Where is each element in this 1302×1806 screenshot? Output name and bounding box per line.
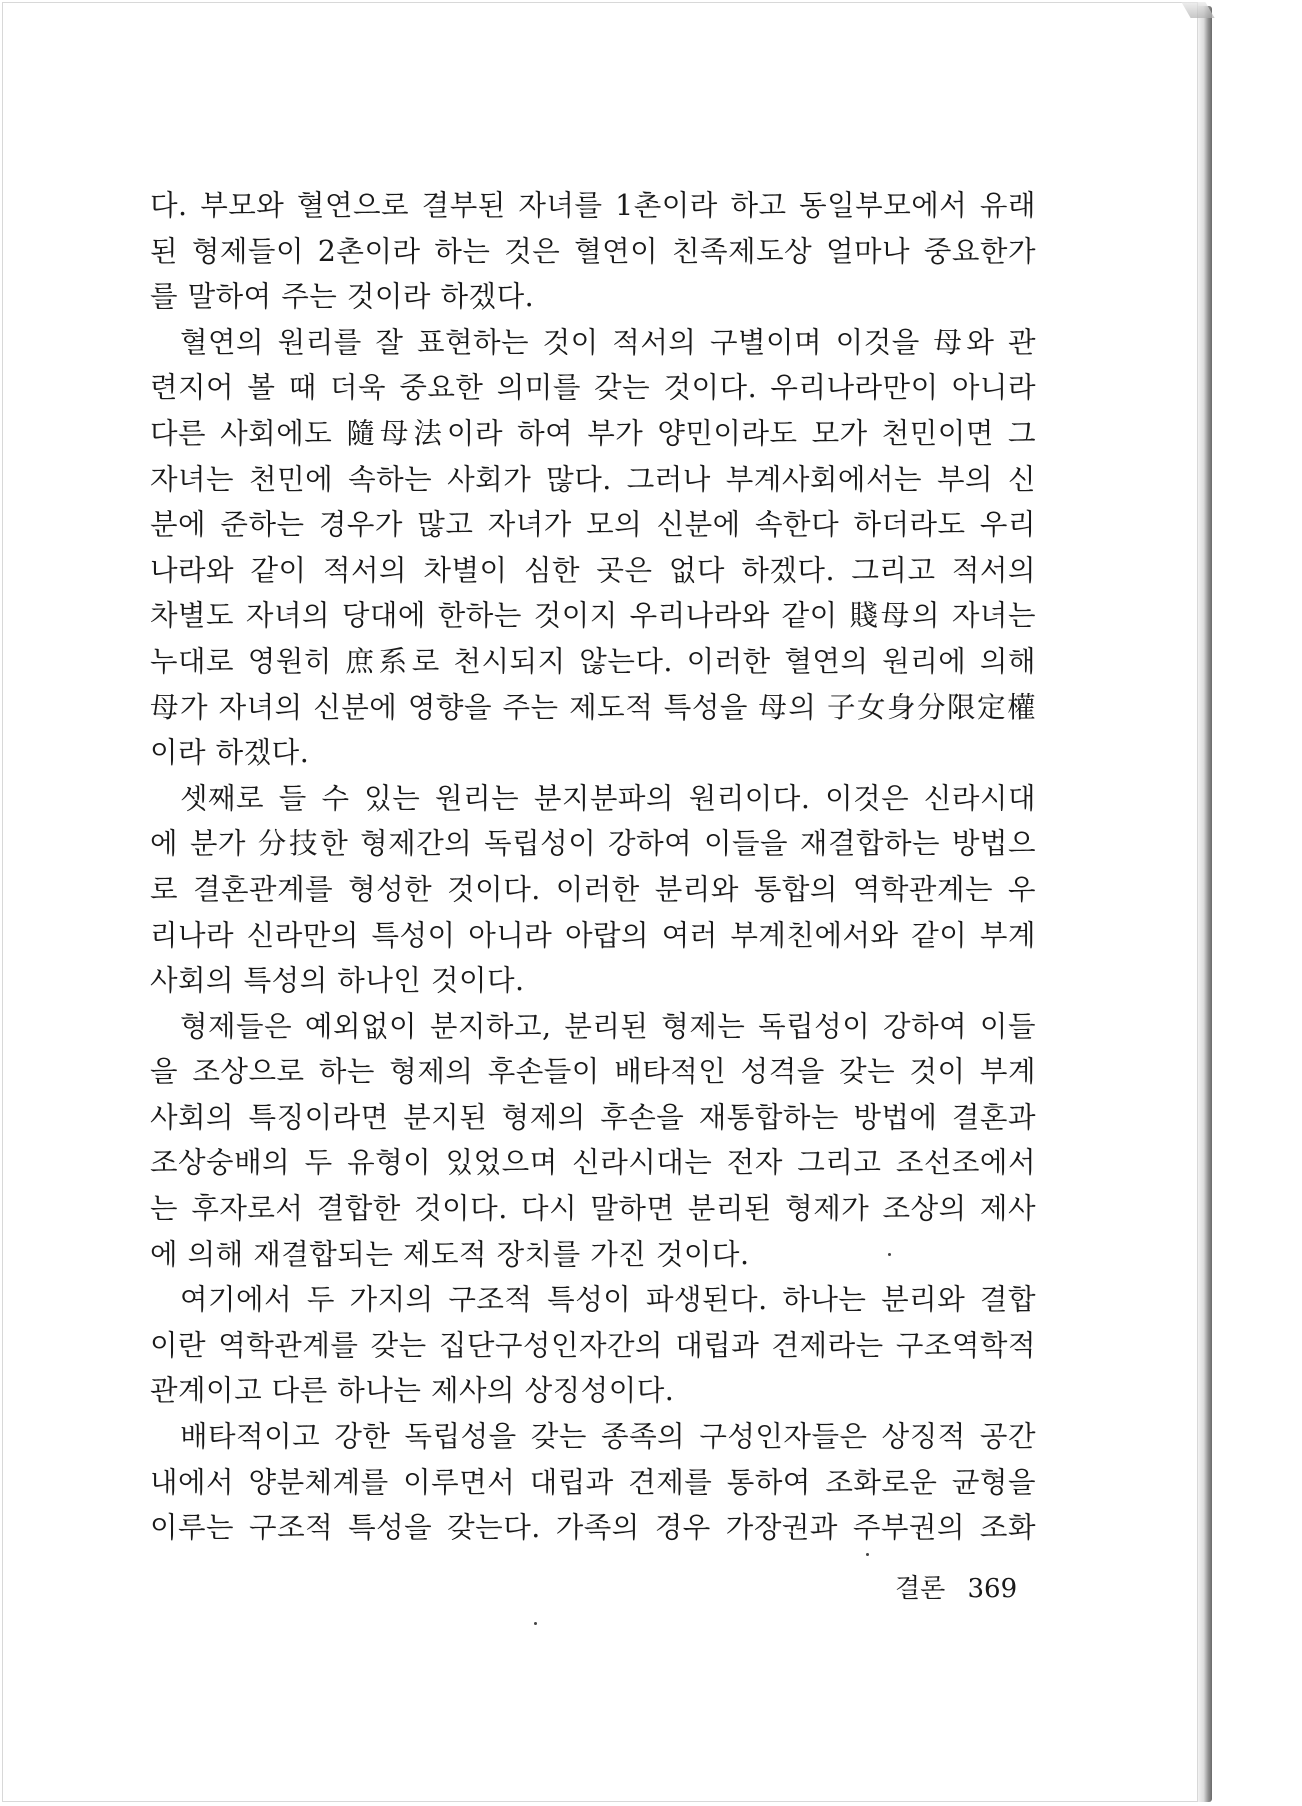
text-line: 에 의해 재결합되는 제도적 장치를 가진 것이다.: [150, 1237, 750, 1271]
text-line: 나라와 같이 적서의 차별이 심한 곳은 없다 하겠다. 그리고 적서의: [150, 553, 1036, 587]
text-line: 를 말하여 주는 것이라 하겠다.: [150, 280, 535, 314]
text-line: 형제들은 예외없이 분지하고, 분리된 형제는 독립성이 강하여 이들: [180, 1009, 1036, 1043]
text-line: 셋째로 들 수 있는 원리는 분지분파의 원리이다. 이것은 신라시대: [180, 781, 1036, 815]
text-line: 을 조상으로 하는 형제의 후손들이 배타적인 성격을 갖는 것이 부계: [150, 1055, 1036, 1089]
text-line: 사회의 특성의 하나인 것이다.: [150, 964, 525, 998]
text-line: 관계이고 다른 하나는 제사의 상징성이다.: [150, 1374, 675, 1408]
scan-speck: [888, 1253, 891, 1256]
text-line: 로 결혼관계를 형성한 것이다. 이러한 분리와 통합의 역학관계는 우: [150, 872, 1036, 906]
page-footer: [895, 1568, 1017, 1605]
text-line: 母가 자녀의 신분에 영향을 주는 제도적 특성을 母의 子女身分限定權: [150, 690, 1036, 724]
text-line: 사회의 특징이라면 분지된 형제의 후손을 재통합하는 방법에 결혼과: [150, 1100, 1036, 1134]
text-line: 다. 부모와 혈연으로 결부된 자녀를 1촌이라 하고 동일부모에서 유래: [150, 189, 1036, 222]
text-line: 다른 사회에도 隨母法이라 하여 부가 양민이라도 모가 천민이면 그: [150, 416, 1036, 450]
text-line: 누대로 영원히 庶系로 천시되지 않는다. 이러한 혈연의 원리에 의해: [150, 644, 1036, 678]
text-line: 차별도 자녀의 당대에 한하는 것이지 우리나라와 같이 賤母의 자녀는: [150, 599, 1036, 633]
text-line: 리나라 신라만의 특성이 아니라 아랍의 여러 부계친에서와 같이 부계: [150, 918, 1036, 952]
body-text: [150, 183, 1036, 1551]
text-line: 는 후자로서 결합한 것이다. 다시 말하면 분리된 형제가 조상의 제사: [150, 1192, 1036, 1226]
text-line: 혈연의 원리를 잘 표현하는 것이 적서의 구별이며 이것을 母와 관: [180, 325, 1036, 359]
text-line: 조상숭배의 두 유형이 있었으며 신라시대는 전자 그리고 조선조에서: [150, 1146, 1036, 1180]
text-line: 에 분가 分技한 형제간의 독립성이 강하여 이들을 재결합하는 방법으: [150, 827, 1036, 861]
scan-speck: [534, 1622, 537, 1625]
text-line: 자녀는 천민에 속하는 사회가 많다. 그러나 부계사회에서는 부의 신: [150, 462, 1036, 496]
text-line: 여기에서 두 가지의 구조적 특성이 파생된다. 하나는 분리와 결합: [180, 1283, 1036, 1317]
text-line: 된 형제들이 2촌이라 하는 것은 혈연이 친족제도상 얼마나 중요한가: [150, 234, 1036, 268]
text-line: 이루는 구조적 특성을 갖는다. 가족의 경우 가장권과 주부권의 조화: [150, 1511, 1036, 1545]
text-line: 배타적이고 강한 독립성을 갖는 종족의 구성인자들은 상징적 공간: [180, 1420, 1036, 1454]
page-edge-shadow: [1198, 6, 1212, 1802]
text-line: 련지어 볼 때 더욱 중요한 의미를 갖는 것이다. 우리나라만이 아니라: [150, 371, 1036, 405]
scan-speck: [866, 1553, 869, 1556]
page-number: 369: [967, 1574, 1018, 1604]
text-line: 분에 준하는 경우가 많고 자녀가 모의 신분에 속한다 하더라도 우리: [150, 508, 1036, 542]
text-line: 내에서 양분체계를 이루면서 대립과 견제를 통하여 조화로운 균형을: [150, 1465, 1036, 1499]
footer-section-title: 결론: [895, 1574, 946, 1604]
text-line: 이란 역학관계를 갖는 집단구성인자간의 대립과 견제라는 구조역학적: [150, 1328, 1036, 1362]
text-line: 이라 하겠다.: [150, 736, 310, 770]
